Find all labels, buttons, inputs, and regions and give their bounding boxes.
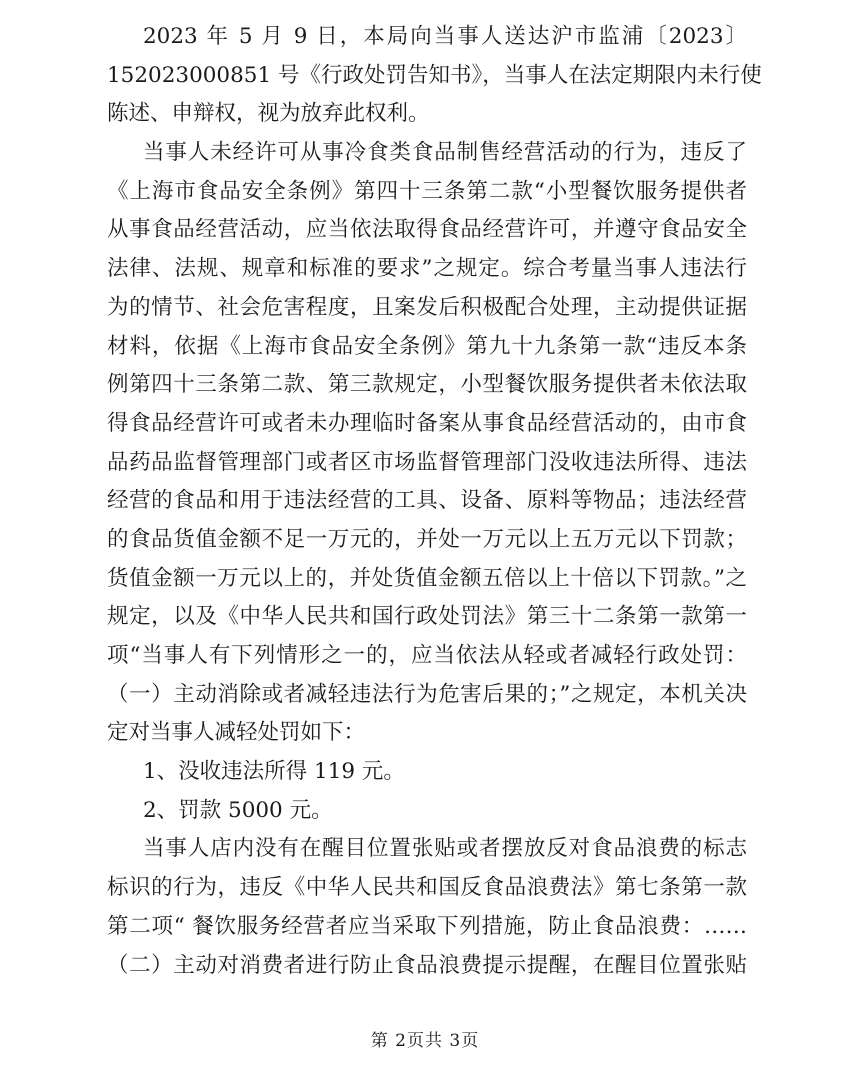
text-line: 陈述、申辩权，视为放弃此权利。 — [107, 101, 430, 127]
penalty-item-1: 1、没收违法所得 119 元。 — [143, 759, 405, 785]
text-line: 定对当事人减轻处罚如下： — [107, 720, 366, 746]
text-line: 第二项“ 餐饮服务经营者应当采取下列措施，防止食品浪费：…… — [107, 913, 747, 939]
text-line: 得食品经营许可或者未办理临时备案从事食品经营活动的，由市食 — [107, 410, 747, 436]
document-page — [107, 18, 762, 985]
page-number-footer: 第 2页共 3页 — [370, 1031, 480, 1051]
penalty-item-2: 2、罚款 5000 元。 — [143, 797, 333, 823]
text-line: 2023 年 5 月 9 日，本局向当事人送达沪市监浦〔2023〕 — [143, 24, 747, 49]
text-line: 当事人店内没有在醒目位置张贴或者摆放反对食品浪费的标志 — [143, 836, 747, 862]
text-line: 品药品监督管理部门或者区市场监督管理部门没收违法所得、违法 — [107, 449, 747, 475]
text-line: 规定，以及《中华人民共和国行政处罚法》第三十二条第一款第一 — [107, 604, 747, 630]
text-line: 货值金额一万元以上的，并处货值金额五倍以上十倍以下罚款。”之 — [107, 565, 747, 591]
text-line: 为的情节、社会危害程度，且案发后积极配合处理，主动提供证据 — [107, 294, 747, 320]
text-line: 材料，依据《上海市食品安全条例》第九十九条第一款“违反本条 — [107, 333, 747, 359]
text-line: （二）主动对消费者进行防止食品浪费提示提醒，在醒目位置张贴 — [107, 952, 747, 978]
text-line: 例第四十三条第二款、第三款规定，小型餐饮服务提供者未依法取 — [107, 372, 747, 398]
text-line: 152023000851 号《行政处罚告知书》，当事人在法定期限内未行使 — [107, 62, 762, 88]
text-line: 的食品货值金额不足一万元的，并处一万元以上五万元以下罚款； — [107, 526, 747, 552]
text-line: 当事人未经许可从事冷食类食品制售经营活动的行为，违反了 — [143, 140, 747, 166]
text-line: 《上海市食品安全条例》第四十三条第二款“小型餐饮服务提供者 — [107, 178, 747, 204]
text-line: 法律、法规、规章和标准的要求”之规定。综合考量当事人违法行 — [107, 256, 747, 282]
text-line: 经营的食品和用于违法经营的工具、设备、原料等物品；违法经营 — [107, 488, 747, 514]
text-line: 从事食品经营活动，应当依法取得食品经营许可，并遵守食品安全 — [107, 217, 747, 243]
text-line: （一）主动消除或者减轻违法行为危害后果的；”之规定，本机关决 — [107, 681, 747, 707]
text-line: 标识的行为，违反《中华人民共和国反食品浪费法》第七条第一款 — [107, 875, 747, 901]
text-line: 项“当事人有下列情形之一的，应当依法从轻或者减轻行政处罚： — [107, 643, 747, 668]
